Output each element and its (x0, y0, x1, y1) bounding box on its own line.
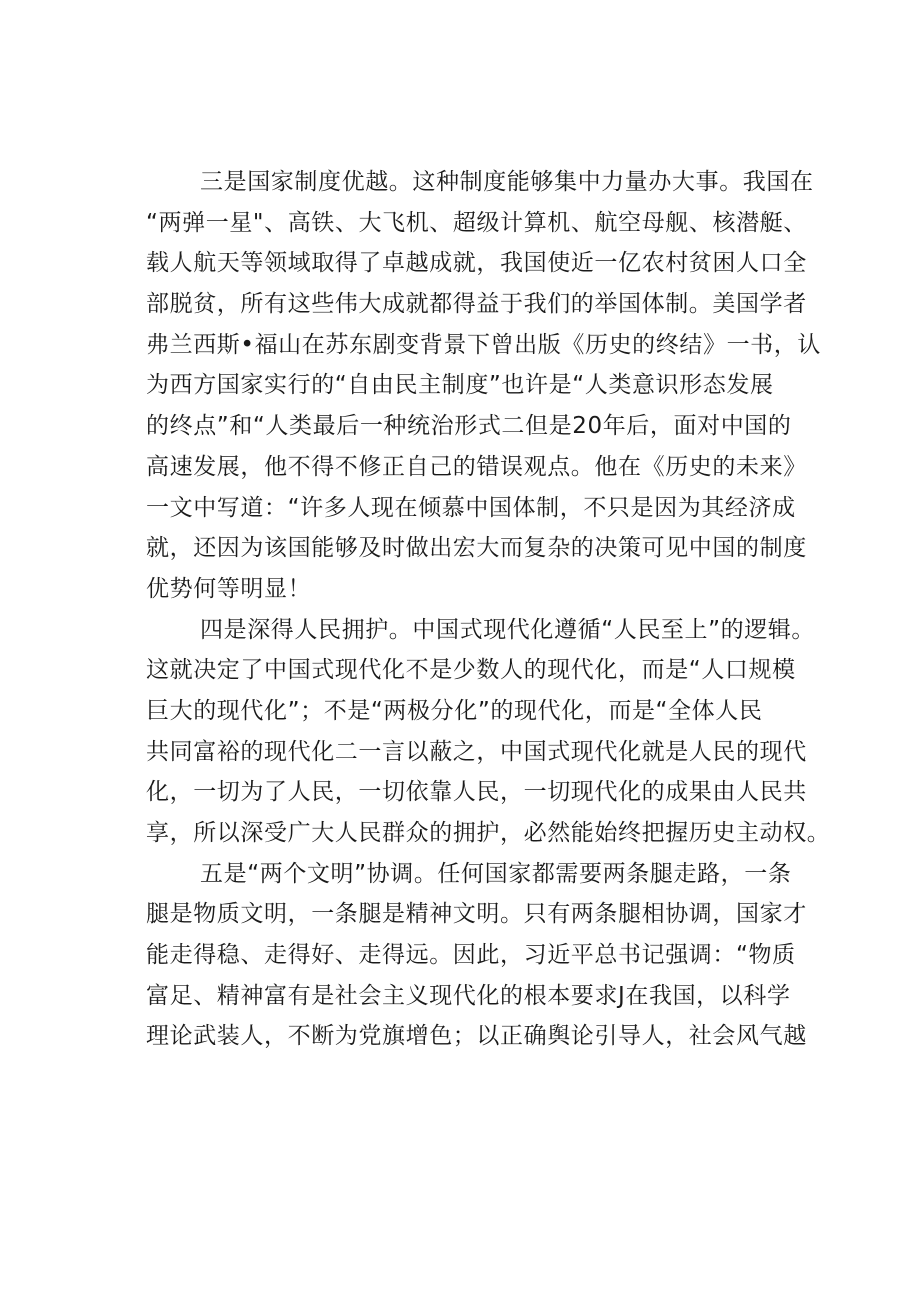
text-line: 为西方国家实行的“自由民主制度”也许是“人类意识形态发展 (146, 372, 774, 399)
paragraph-two-civilizations (146, 854, 826, 1057)
text-line: 弗兰西斯•福山在苏东剧变背景下曾出版《历史的终结》一书，认 (146, 331, 821, 358)
text-line: 就，还因为该国能够及时做出宏大而复杂的决策可见中国的制度 (146, 535, 807, 562)
text-line: 四是深得人民拥护。中国式现代化遵循“人民至上”的逻辑。 (200, 616, 816, 643)
text-line: 化，一切为了人民，一切依靠人民，一切现代化的成果由人民共 (146, 779, 807, 806)
text-line: 享，所以深受广大人民群众的拥护，必然能始终把握历史主动权。 (146, 820, 831, 846)
text-line: 巨大的现代化”；不是“两极分化”的现代化，而是“全体人民 (146, 697, 763, 724)
text-line: 五是“两个文明”协调。任何国家都需要两条腿走路，一条 (200, 860, 792, 887)
paragraph-institutional-advantage (146, 162, 826, 610)
paragraph-people-support (146, 610, 831, 854)
text-line: 部脱贫，所有这些伟大成就都得益于我们的举国体制。美国学者 (146, 291, 807, 318)
text-line: 的终点”和“人类最后一种统治形式二但是20年后，面对中国的 (146, 413, 792, 440)
text-line: 三是国家制度优越。这种制度能够集中力量办大事。我国在 (200, 169, 814, 195)
text-line: 优势何等明显！ (146, 575, 312, 602)
text-line: 共同富裕的现代化二一言以蔽之，中国式现代化就是人民的现代 (146, 738, 807, 765)
text-line: 富足、精神富有是社会主义现代化的根本要求J在我国，以科学 (146, 982, 791, 1009)
text-line: 载人航天等领域取得了卓越成就，我国使近一亿农村贫困人口全 (146, 250, 807, 277)
text-line: 一文中写道：“许多人现在倾慕中国体制，不只是因为其经济成 (146, 494, 796, 521)
document-body (146, 162, 831, 1057)
text-line: “两弹一星"、高铁、大飞机、超级计算机、航空母舰、核潜艇、 (146, 209, 807, 236)
text-line: 能走得稳、走得好、走得远。因此，习近平总书记强调：“物质 (146, 942, 796, 969)
text-line: 高速发展，他不得不修正自己的错误观点。他在《历史的未来》 (146, 453, 807, 480)
text-line: 这就决定了中国式现代化不是少数人的现代化，而是“人口规模 (146, 657, 796, 684)
text-line: 理论武装人，不断为党旗增色；以正确舆论引导人，社会风气越 (146, 1023, 807, 1050)
text-line: 腿是物质文明，一条腿是精神文明。只有两条腿相协调，国家才 (146, 901, 807, 928)
